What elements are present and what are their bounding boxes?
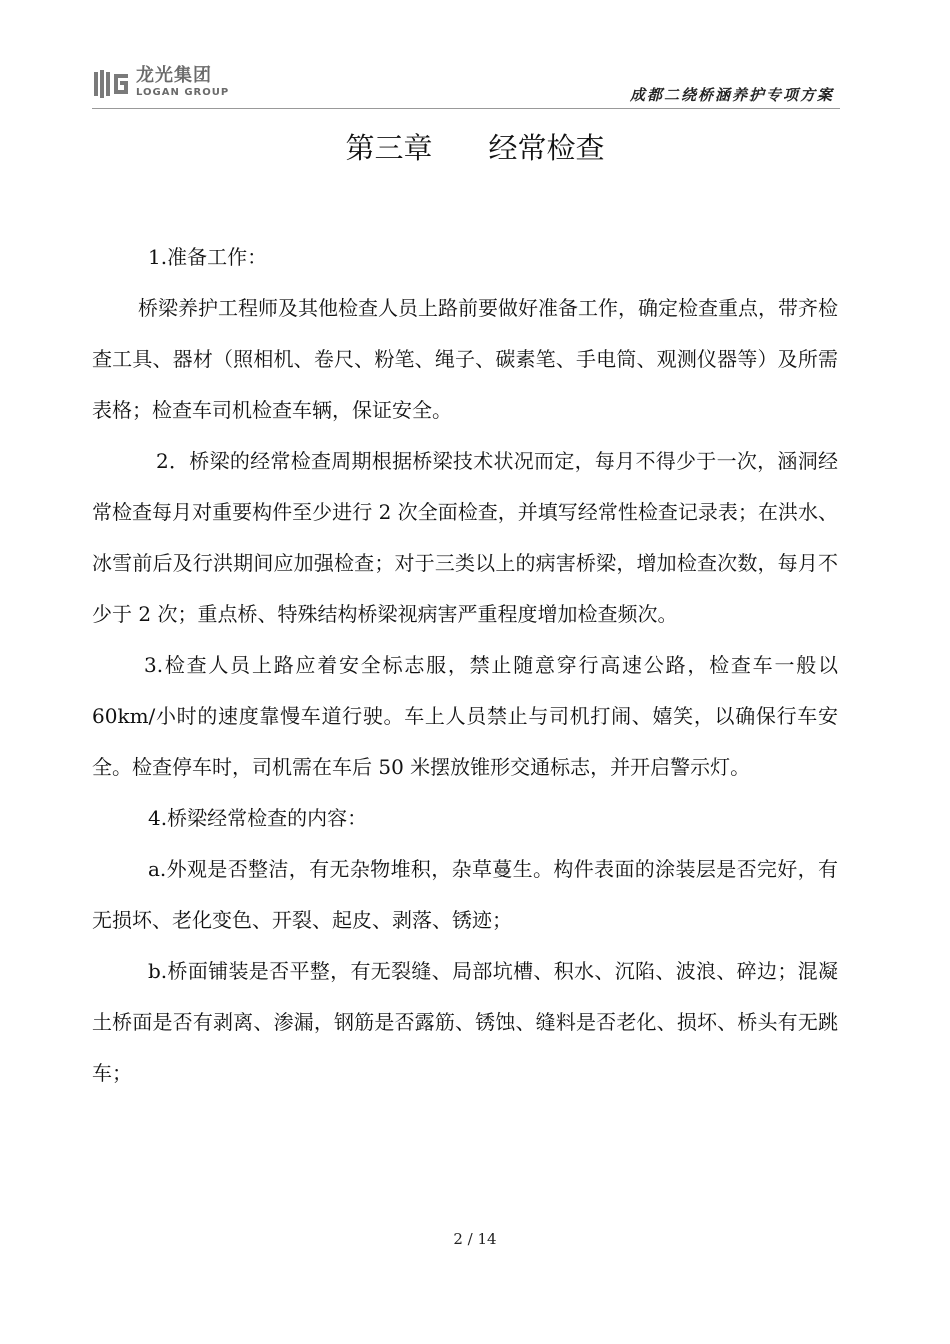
logan-logo-icon	[92, 68, 132, 100]
logan-group-logo	[92, 66, 242, 102]
paragraph-inspection-cycle: 2．桥梁的经常检查周期根据桥梁技术状况而定，每月不得少于一次，涵洞经常检查每月对重要构件至少进行 2 次全面检查，并填写经常性检查记录表；在洪水、冰雪前后及行洪期间应加强检查；对于三类以上的病害桥梁，增加检查次数，每月不少于 2 次；重点桥、特殊结构桥梁视病害严重程度增加检查频次。	[92, 449, 838, 626]
header-divider	[92, 108, 840, 109]
logo-english-name: LOGAN GROUP	[136, 87, 230, 98]
paragraph-item-a: a.外观是否整洁，有无杂物堆积，杂草蔓生。构件表面的涂装层是否完好，有无损坏、老化变色、开裂、起皮、剥落、锈迹；	[92, 857, 838, 932]
paragraph-safety: 3.检查人员上路应着安全标志服，禁止随意穿行高速公路，检查车一般以 60km/小时的速度靠慢车道行驶。车上人员禁止与司机打闹、嬉笑，以确保行车安全。检查停车时，司机需在车后 50 米摆放锥形交通标志，并开启警示灯。	[92, 653, 838, 779]
chapter-title: 经常检查	[488, 131, 605, 165]
paragraph-item-b: b.桥面铺装是否平整，有无裂缝、局部坑槽、积水、沉陷、波浪、碎边；混凝土桥面是否有剥离、渗漏，钢筋是否露筋、锈蚀、缝料是否老化、损坏、桥头有无跳车；	[92, 959, 838, 1085]
document-header-title: 成都二绕桥涵养护专项方案	[629, 86, 834, 104]
chapter-heading	[0, 130, 950, 166]
paragraph-content-heading: 4.桥梁经常检查的内容：	[148, 806, 368, 830]
paragraph-preparation: 桥梁养护工程师及其他检查人员上路前要做好准备工作，确定检查重点，带齐检查工具、器材（照相机、卷尺、粉笔、绳子、碳素笔、手电筒、观测仪器等）及所需表格；检查车司机检查车辆，保证安全。	[92, 296, 838, 422]
page-number: 2 / 14	[453, 1230, 497, 1248]
body-text	[92, 232, 838, 1099]
logo-chinese-name: 龙光集团	[136, 65, 212, 86]
paragraph-preparation-heading: 1.准备工作：	[148, 245, 268, 269]
chapter-number: 第三章	[345, 131, 433, 165]
